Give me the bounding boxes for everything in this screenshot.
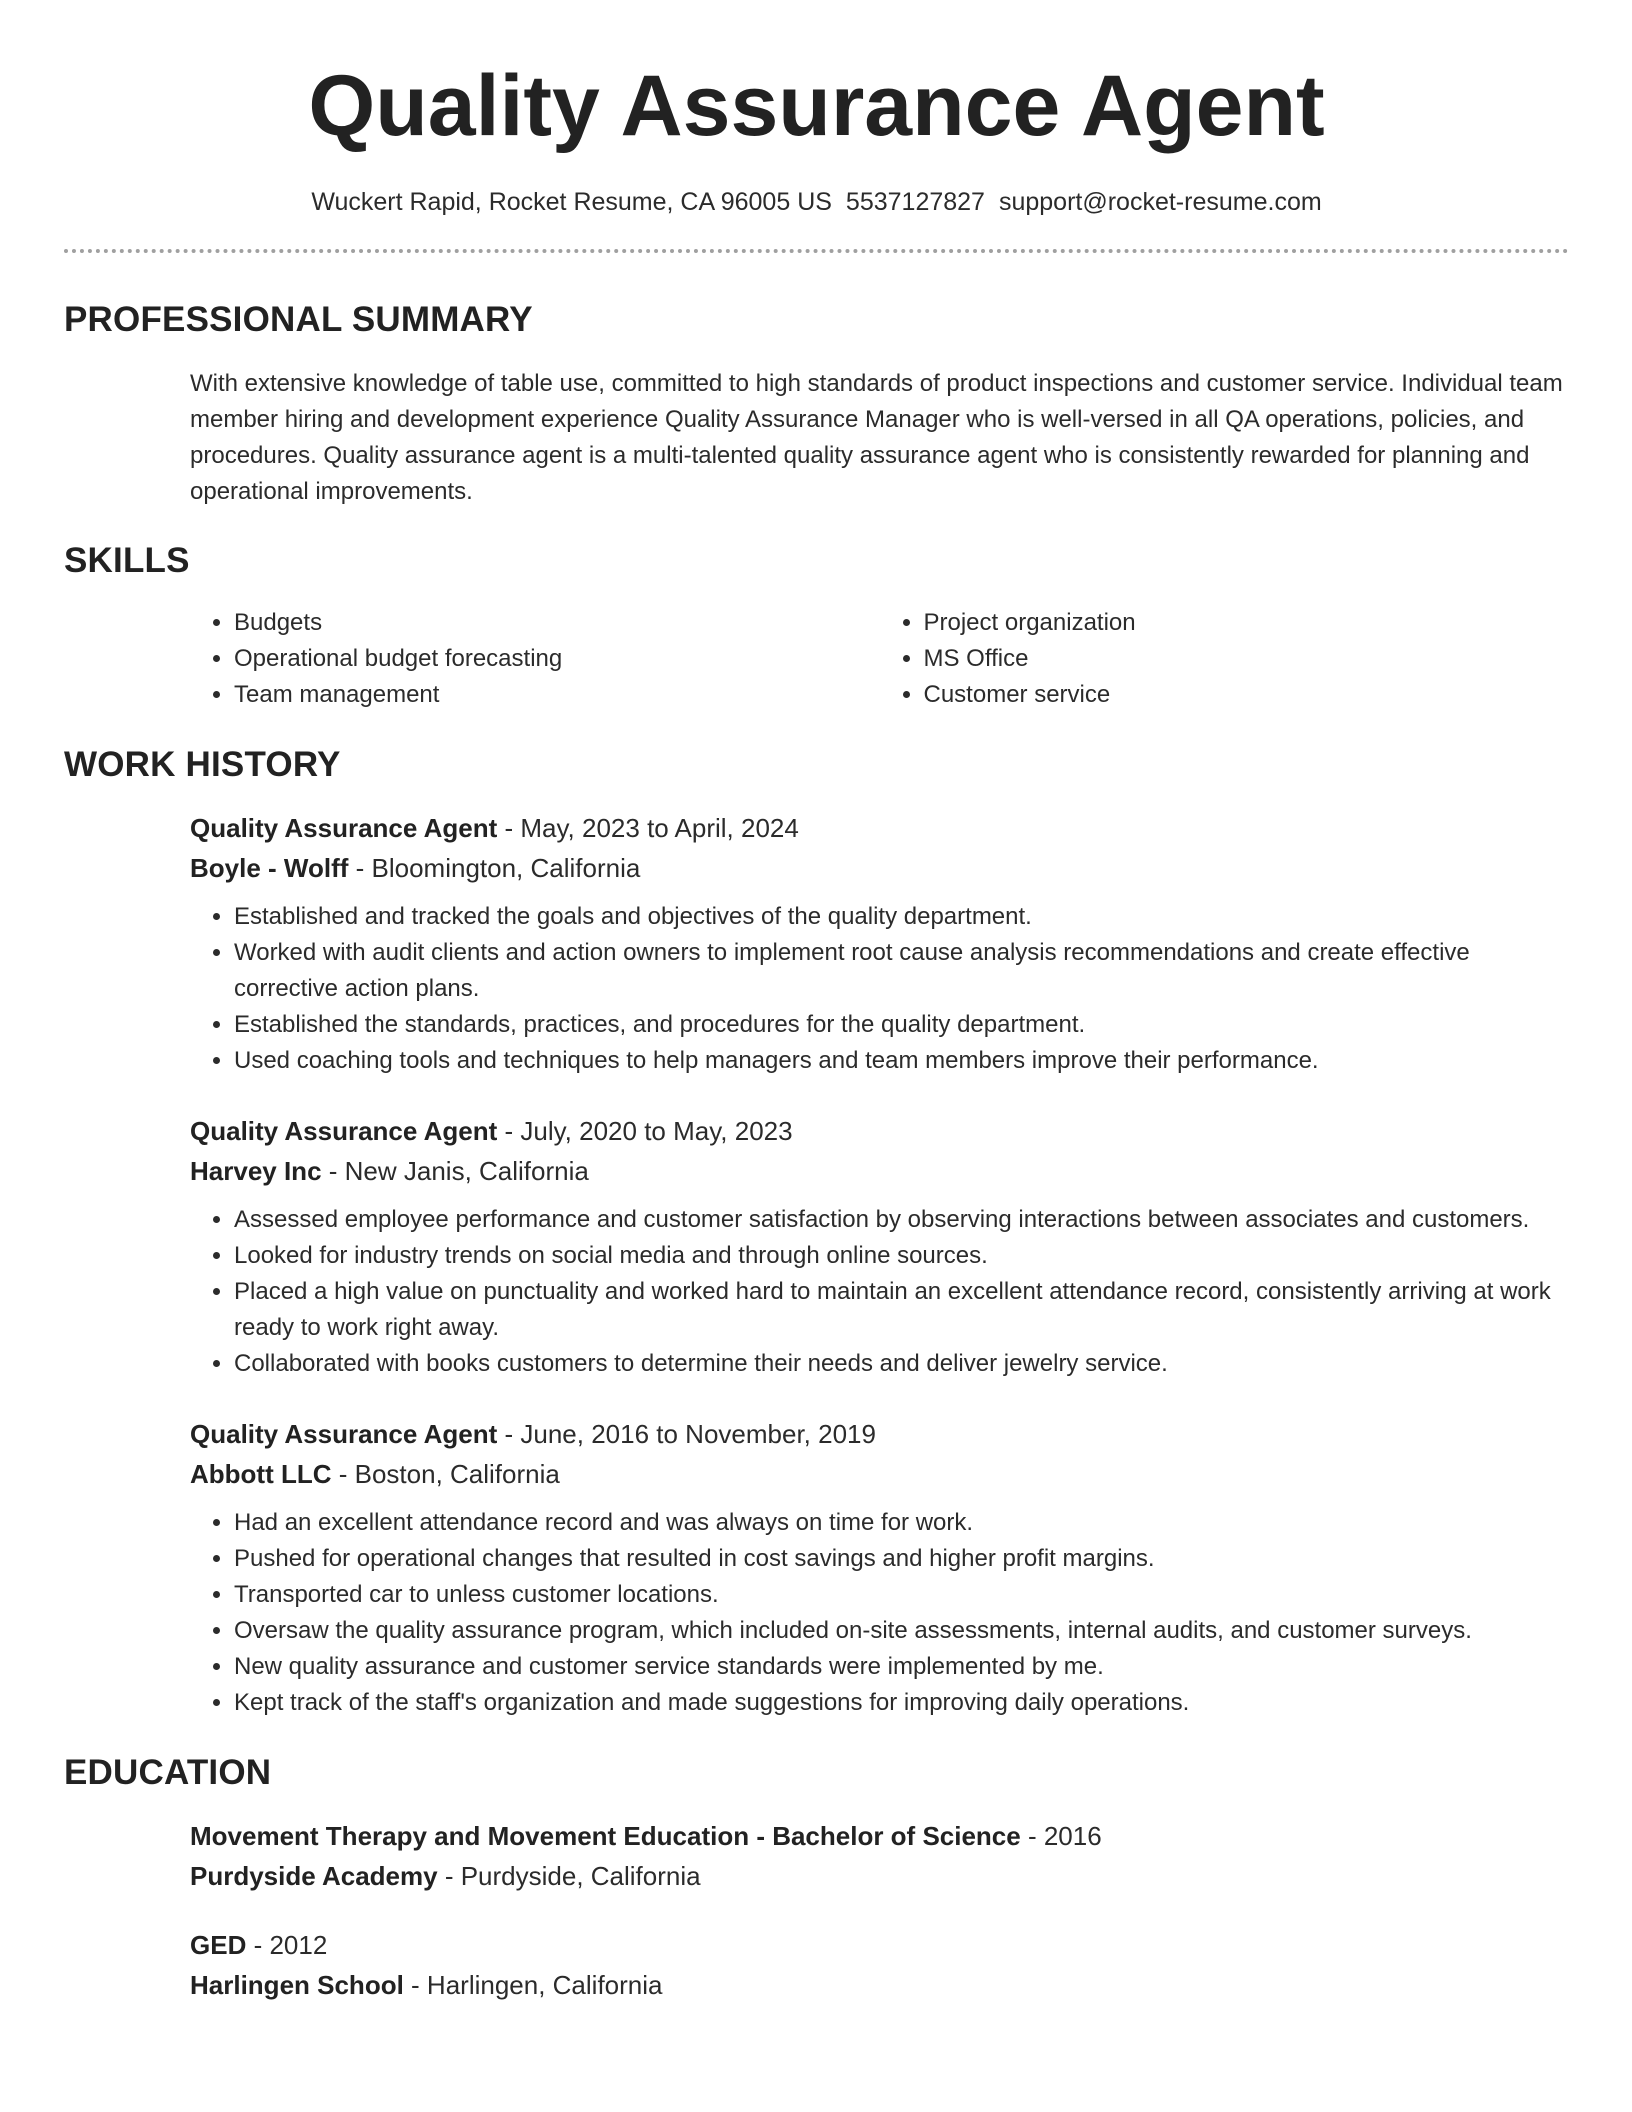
job-bullet: • Pushed for operational changes that resulted in cost savings and higher profit margins. bbox=[234, 1541, 1569, 1577]
job-title-line bbox=[190, 808, 1569, 848]
education-degree: GED bbox=[190, 1930, 247, 1960]
education-entry bbox=[190, 1816, 1569, 1896]
job-bullet: • Looked for industry trends on social media and through online sources. bbox=[234, 1238, 1569, 1274]
skill-item: • Operational budget forecasting bbox=[234, 641, 880, 677]
education-entry bbox=[190, 1925, 1569, 2005]
skill-item: • Customer service bbox=[924, 677, 1570, 713]
job-bullet: • Established the standards, practices, and procedures for the quality department. bbox=[234, 1007, 1569, 1043]
education-year: - 2016 bbox=[1020, 1821, 1102, 1851]
job-bullet: • Oversaw the quality assurance program, which included on-site assessments, internal audits, and customer surveys. bbox=[234, 1613, 1569, 1649]
job-bullet: • Collaborated with books customers to determine their needs and deliver jewelry service. bbox=[234, 1346, 1569, 1382]
education-location: - Harlingen, California bbox=[403, 1970, 663, 2000]
contact-line bbox=[64, 186, 1569, 218]
summary-text: With extensive knowledge of table use, committed to high standards of product inspections and customer service. Individual team member hiring and development experience Quality Assurance Manager who is well-versed in all QA operations, policies, and procedures. Quality assurance agent is a multi-talented quality assurance agent who is consistently rewarded for planning and operational improvements. bbox=[190, 370, 1563, 505]
job-company-line bbox=[190, 1151, 1569, 1191]
contact-phone: 5537127827 bbox=[845, 188, 985, 216]
education-school: Purdyside Academy bbox=[190, 1861, 438, 1891]
job-entry bbox=[190, 1414, 1569, 1721]
education-degree-line bbox=[190, 1816, 1569, 1856]
job-company-line bbox=[190, 848, 1569, 888]
job-company: Boyle - Wolff bbox=[190, 853, 349, 883]
job-bullet: • Established and tracked the goals and objectives of the quality department. bbox=[234, 899, 1569, 935]
job-bullet: • Placed a high value on punctuality and worked hard to maintain an excellent attendance record, consistently arriving at work ready to work right away. bbox=[234, 1274, 1569, 1346]
job-title: Quality Assurance Agent bbox=[190, 1116, 498, 1146]
job-title-line bbox=[190, 1111, 1569, 1151]
job-company: Abbott LLC bbox=[190, 1459, 332, 1489]
job-bullet: • Had an excellent attendance record and was always on time for work. bbox=[234, 1505, 1569, 1541]
skills-list bbox=[190, 605, 1569, 713]
job-entry bbox=[190, 1111, 1569, 1382]
education-year: - 2012 bbox=[246, 1930, 328, 1960]
skills-column-left bbox=[190, 605, 880, 713]
job-bullet: • New quality assurance and customer service standards were implemented by me. bbox=[234, 1649, 1569, 1685]
skill-item: • Team management bbox=[234, 677, 880, 713]
job-location: - New Janis, California bbox=[321, 1156, 589, 1186]
job-location: - Boston, California bbox=[331, 1459, 560, 1489]
job-location: - Bloomington, California bbox=[348, 853, 641, 883]
header-divider bbox=[64, 249, 1569, 253]
education-degree: Movement Therapy and Movement Education - Bachelor of Science bbox=[190, 1821, 1021, 1851]
job-dates: - June, 2016 to November, 2019 bbox=[497, 1419, 876, 1449]
education-school-line bbox=[190, 1965, 1569, 2005]
job-bullet: • Assessed employee performance and customer satisfaction by observing interactions between associates and customers. bbox=[234, 1202, 1569, 1238]
job-dates: - May, 2023 to April, 2024 bbox=[497, 813, 799, 843]
job-bullets bbox=[190, 899, 1569, 1079]
job-dates: - July, 2020 to May, 2023 bbox=[497, 1116, 793, 1146]
summary-heading: PROFESSIONAL SUMMARY bbox=[64, 300, 533, 339]
skills-heading: SKILLS bbox=[64, 541, 190, 580]
job-bullets bbox=[190, 1202, 1569, 1382]
job-bullet: • Used coaching tools and techniques to help managers and team members improve their performance. bbox=[234, 1043, 1569, 1079]
job-company: Harvey Inc bbox=[190, 1156, 322, 1186]
education-degree-line bbox=[190, 1925, 1569, 1965]
skills-column-right bbox=[880, 605, 1570, 713]
job-company-line bbox=[190, 1454, 1569, 1494]
job-title: Quality Assurance Agent bbox=[190, 813, 498, 843]
work-history-heading: WORK HISTORY bbox=[64, 745, 341, 784]
job-bullet: • Kept track of the staff's organization and made suggestions for improving daily operations. bbox=[234, 1685, 1569, 1721]
education-location: - Purdyside, California bbox=[437, 1861, 701, 1891]
job-bullets bbox=[190, 1505, 1569, 1721]
contact-address: Wuckert Rapid, Rocket Resume, CA 96005 US bbox=[311, 188, 832, 216]
job-title-line bbox=[190, 1414, 1569, 1454]
education-school-line bbox=[190, 1856, 1569, 1896]
candidate-name: Quality Assurance Agent bbox=[308, 58, 1325, 154]
job-entry bbox=[190, 808, 1569, 1079]
skill-item: • MS Office bbox=[924, 641, 1570, 677]
job-bullet: • Transported car to unless customer locations. bbox=[234, 1577, 1569, 1613]
job-title: Quality Assurance Agent bbox=[190, 1419, 498, 1449]
education-school: Harlingen School bbox=[190, 1970, 404, 2000]
contact-email: support@rocket-resume.com bbox=[998, 188, 1322, 216]
skill-item: • Project organization bbox=[924, 605, 1570, 641]
skill-item: • Budgets bbox=[234, 605, 880, 641]
education-heading: EDUCATION bbox=[64, 1753, 272, 1792]
job-bullet: • Worked with audit clients and action owners to implement root cause analysis recommendations and create effective corrective action plans. bbox=[234, 935, 1569, 1007]
